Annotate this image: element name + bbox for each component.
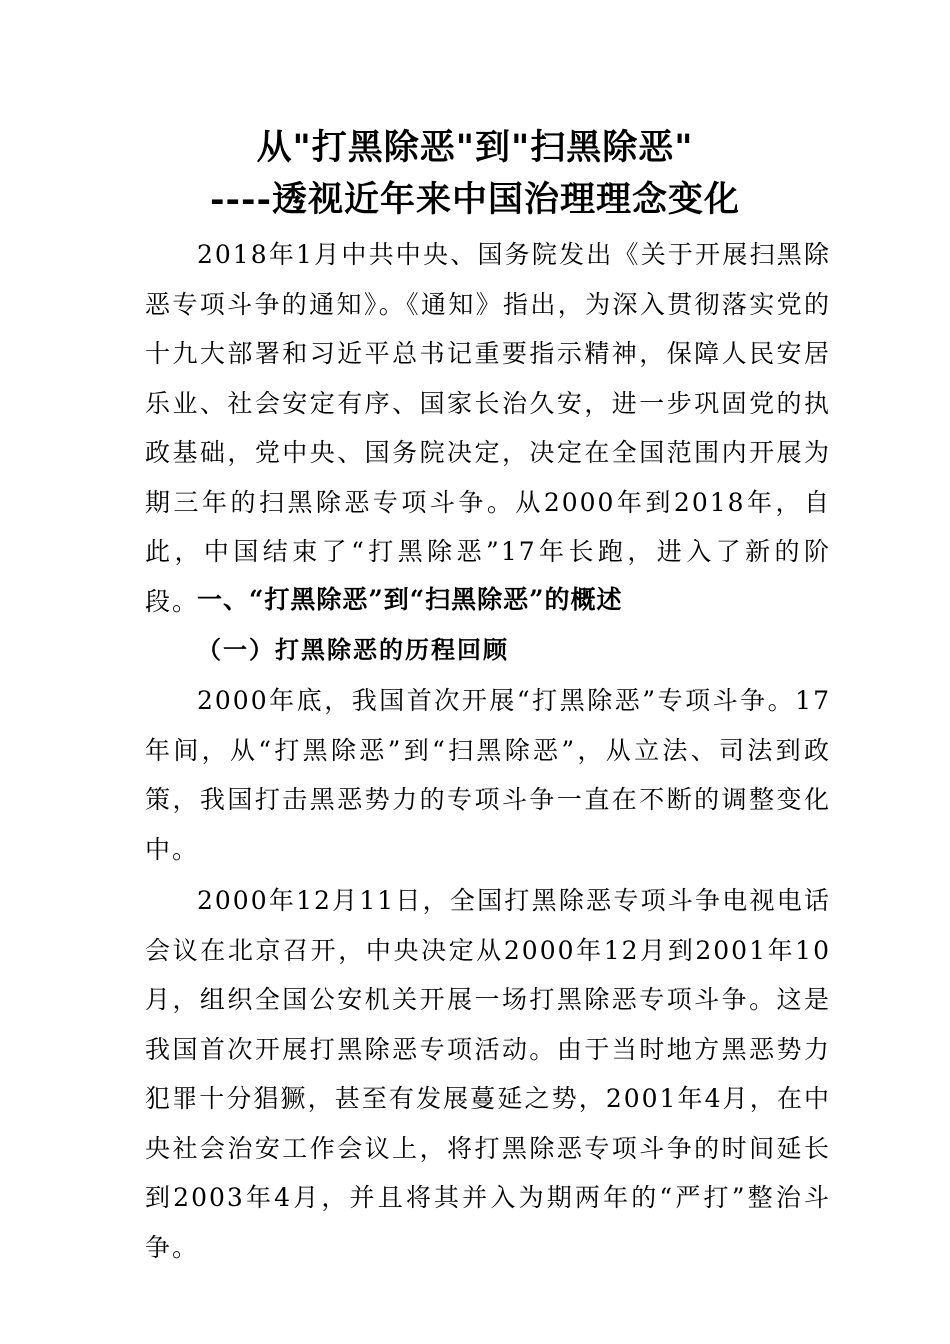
- document-subtitle: ----透视近年来中国治理理念变化: [209, 179, 741, 220]
- paragraph-history: 2000年底，我国首次开展“打黑除恶”专项斗争。17年间，从“打黑除恶”到“扫黑除恶”，从立法、司法到政策，我国打击黑恶势力的专项斗争一直在不断的调整变化中。: [145, 686, 831, 864]
- paragraph-intro: 2018年1月中共中央、国务院发出《关于开展扫黑除恶专项斗争的通知》。《通知》指出，为深入贯彻落实党的十九大部署和习近平总书记重要指示精神，保障人民安居乐业、社会安定有序、国家长治久安，进一步巩固党的执政基础，党中央、国务院决定，决定在全国范围内开展为期三年的扫黑除恶专项斗争。从2000年到2018年，自此，中国结束了“打黑除恶”17年长跑，进入了新的阶段。: [145, 240, 831, 616]
- section-heading: 一、“打黑除恶”到“扫黑除恶”的概述: [197, 585, 623, 614]
- document-title: 从"打黑除恶"到"扫黑除恶": [256, 127, 694, 168]
- paragraph-timeline: 2000年12月11日，全国打黑除恶专项斗争电视电话会议在北京召开，中央决定从2000年12月到2001年10月，组织全国公安机关开展一场打黑除恶专项斗争。这是我国首次开展打黑除恶专项活动。由于当时地方黑恶势力犯罪十分猖獗，甚至有发展蔓延之势，2001年4月，在中央社会治安工作会议上，将打黑除恶专项斗争的时间延长到2003年4月，并且将其并入为期两年的“严打”整治斗争。: [145, 886, 831, 1262]
- subsection-heading: （一）打黑除恶的历程回顾: [197, 635, 509, 664]
